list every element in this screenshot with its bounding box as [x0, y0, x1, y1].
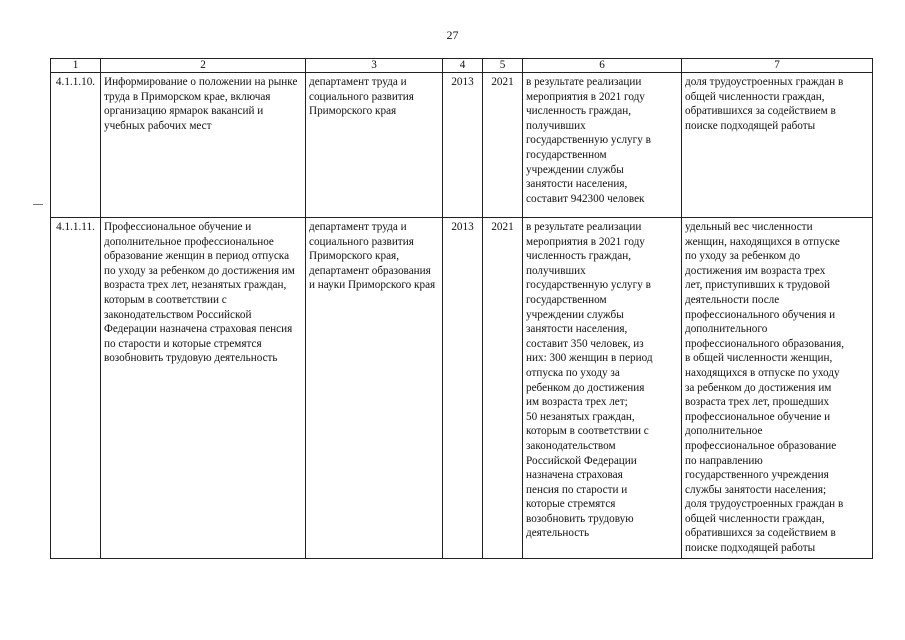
- result-cell: [523, 73, 682, 218]
- table-row: [51, 218, 873, 559]
- program-measures-table: [50, 58, 873, 559]
- col-header-6: 6: [523, 59, 682, 73]
- col-header-4: 4: [443, 59, 483, 73]
- indicator-cell: [682, 73, 873, 218]
- executor-cell: [306, 218, 443, 559]
- col-header-7: 7: [682, 59, 873, 73]
- executor-text: департамент труда и социального развития Приморского края: [309, 76, 414, 118]
- executor-text: департамент труда и социального развития Приморского края, департамент образования и науки Приморского края: [309, 221, 436, 292]
- start-year: 2013: [443, 218, 483, 559]
- measure-text: Информирование о положении на рынке труда в Приморском крае, включая организацию ярмарок вакансий и учебных рабочих мест: [104, 76, 298, 132]
- col-header-3: 3: [306, 59, 443, 73]
- table-row: [51, 73, 873, 218]
- result-text: в результате реализации мероприятия в 2021 году численность граждан, получивших государственную услугу в государственном учреждении службы занятости населения, составит 942300 человек: [526, 76, 651, 205]
- end-year: 2021: [483, 218, 523, 559]
- col-header-1: 1: [51, 59, 101, 73]
- end-year: 2021: [483, 73, 523, 218]
- measure-text: Профессиональное обучение и дополнительное профессиональное образование женщин в период отпуска по уходу за ребенком до достижения им возраста трех лет, незанятых граждан, которым в соответствии с законодательством Российской Федерации назначена страховая пенсия по старости и которые стремятся возобновить трудовую деятельность: [104, 221, 295, 365]
- executor-cell: [306, 73, 443, 218]
- page-number: 27: [446, 28, 459, 42]
- indicator-text: удельный вес численности женщин, находящихся в отпуске по уходу за ребенком до достижения им возраста трех лет, приступивших к трудовой деятельности после профессионального обучения и дополнительного профессионального образования, в общей численности женщин, находящихся в отпуске по уходу за ребенком до достижения им возраста трех лет, прошедших профессиональное обучение и дополнительное профессиональное образование по направлению государственного учреждения службы занятости населения; доля трудоустроенных граждан в общей численности граждан, обратившихся за содействием в поиске подходящей работы: [685, 221, 845, 555]
- header-row: [51, 59, 873, 73]
- indicator-cell: [682, 218, 873, 559]
- measure-cell: [101, 218, 306, 559]
- col-header-2: 2: [101, 59, 306, 73]
- margin-mark: [33, 204, 43, 205]
- row-code: 4.1.1.11.: [51, 218, 101, 559]
- row-code: 4.1.1.10.: [51, 73, 101, 218]
- measure-cell: [101, 73, 306, 218]
- result-cell: [523, 218, 682, 559]
- indicator-text: доля трудоустроенных граждан в общей численности граждан, обратившихся за содействием в поиске подходящей работы: [685, 76, 844, 132]
- start-year: 2013: [443, 73, 483, 218]
- col-header-5: 5: [483, 59, 523, 73]
- result-text: в результате реализации мероприятия в 2021 году численность граждан, получивших государственную услугу в государственном учреждении службы занятости населения, составит 350 человек, из них: 300 женщин в период отпуска по уходу за ребенком до достижения им возраста трех лет; 50 незанятых граждан, которым в соответствии с законодательством Российской Федерации назначена страховая пенсия по старости и которые стремятся возобновить трудовую деятельность: [526, 221, 653, 540]
